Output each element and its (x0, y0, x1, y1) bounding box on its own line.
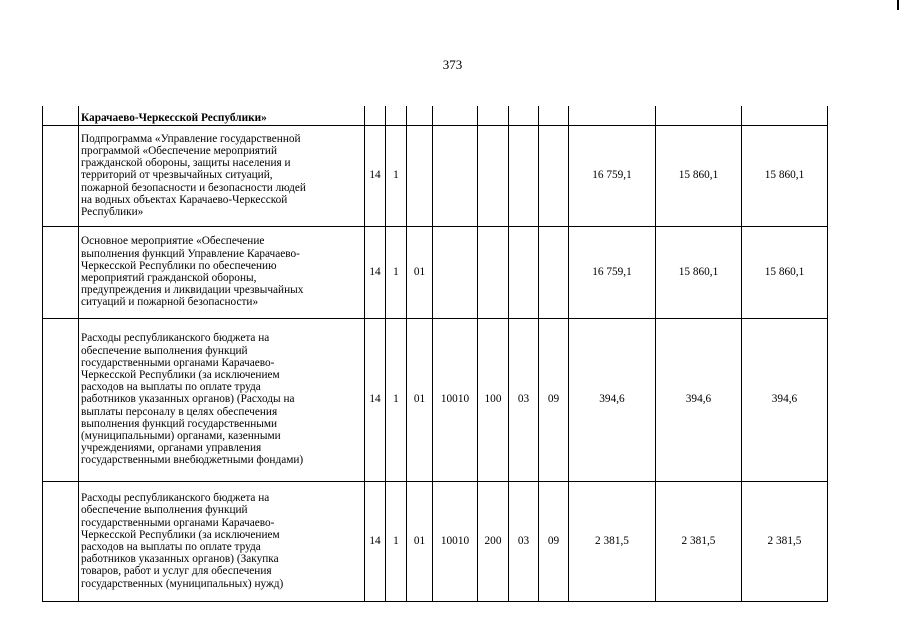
activity-code-cell: 01 (407, 318, 433, 481)
section-code-cell: 03 (509, 318, 539, 481)
activity-code-cell: 01 (407, 226, 433, 318)
page-number: 373 (442, 57, 463, 72)
section-code-cell (509, 226, 539, 318)
subsection-code-cell (539, 106, 569, 125)
amount-year-2-cell: 394,6 (656, 318, 742, 481)
direction-code-cell (433, 226, 478, 318)
program-code-cell: 14 (365, 125, 386, 226)
table-row (43, 226, 828, 318)
expense-type-code-cell (478, 106, 509, 125)
row-name-cell (79, 318, 365, 481)
program-code-cell: 14 (365, 481, 386, 601)
budget-table (42, 106, 828, 602)
row-name-line: территорий от чрезвычайных ситуаций, (81, 169, 273, 182)
row-name-line: Черкесской Республики (за исключением (81, 528, 280, 541)
expense-type-code-cell: 200 (478, 481, 509, 601)
row-name-line: расходов на выплаты по оплате труда (81, 381, 261, 394)
amount-year-1-cell (569, 106, 656, 125)
subsection-code-cell: 09 (539, 481, 569, 601)
row-name-line: государственными органами Карачаево- (81, 516, 275, 529)
row-number-cell (43, 318, 79, 481)
row-name-line: Расходы республиканского бюджета на (81, 492, 270, 505)
subprogram-code-cell: 1 (386, 125, 407, 226)
amount-year-3-cell: 394,6 (742, 318, 828, 481)
row-name-line: Черкесской Республики по обеспечению (81, 259, 277, 272)
row-number-cell (43, 481, 79, 601)
amount-year-3-cell (742, 106, 828, 125)
row-name-line: государственными органами Карачаево- (81, 356, 275, 369)
row-name-line: гражданской обороны, защиты населения и (81, 157, 291, 170)
amount-year-1-cell: 16 759,1 (569, 125, 656, 226)
activity-code-cell (407, 106, 433, 125)
direction-code-cell (433, 106, 478, 125)
amount-year-2-cell: 15 860,1 (656, 226, 742, 318)
row-name-line: обеспечение выполнения функций (81, 504, 248, 517)
row-name-line: учреждениями, органами управления (81, 442, 262, 455)
row-name-line: (муниципальными) органами, казенными (81, 430, 281, 442)
amount-year-2-cell: 15 860,1 (656, 125, 742, 226)
direction-code-cell: 10010 (433, 481, 478, 601)
amount-year-3-cell: 2 381,5 (742, 481, 828, 601)
row-number-cell (43, 125, 79, 226)
row-name-line: Черкесской Республики (за исключением (81, 368, 280, 381)
row-name-line: пожарной безопасности и безопасности людей (81, 181, 306, 194)
subsection-code-cell: 09 (539, 318, 569, 481)
section-code-cell (509, 106, 539, 125)
row-name-line: предупреждения и ликвидации чрезвычайных (81, 284, 304, 297)
table-row (43, 481, 828, 601)
section-code-cell (509, 125, 539, 226)
expense-type-code-cell: 100 (478, 318, 509, 481)
direction-code-cell (433, 125, 478, 226)
row-name-line: обеспечение выполнения функций (81, 344, 248, 357)
row-name-cell (79, 106, 365, 125)
amount-year-1-cell: 2 381,5 (569, 481, 656, 601)
amount-year-3-cell: 15 860,1 (742, 125, 828, 226)
activity-code-cell: 01 (407, 481, 433, 601)
row-name-line: Расходы республиканского бюджета на (81, 332, 270, 345)
direction-code-cell: 10010 (433, 318, 478, 481)
row-name-line: расходов на выплаты по оплате труда (81, 541, 261, 553)
row-name-line: государственными внебюджетными фондами) (81, 454, 304, 467)
subsection-code-cell (539, 125, 569, 226)
subprogram-code-cell: 1 (386, 318, 407, 481)
expense-type-code-cell (478, 226, 509, 318)
row-name-line: на водных объектах Карачаево-Черкесской (81, 193, 288, 206)
row-name-line: Подпрограмма «Управление государственной (81, 132, 301, 145)
program-code-cell (365, 106, 386, 125)
row-name-line: программой «Обеспечение мероприятий (81, 144, 277, 157)
row-name-cell (79, 226, 365, 318)
row-number-cell (43, 226, 79, 318)
amount-year-1-cell: 16 759,1 (569, 226, 656, 318)
row-name-line: мероприятий гражданской обороны, (81, 272, 257, 284)
section-code-cell: 03 (509, 481, 539, 601)
scan-edge-mark (897, 0, 899, 10)
table-row (43, 125, 828, 226)
row-name-line: работников указанных органов) (Расходы на (81, 393, 295, 406)
row-number-cell (43, 106, 79, 125)
row-name-line: товаров, работ и услуг для обеспечения (81, 565, 272, 578)
row-name-line: Основное мероприятие «Обеспечение (81, 235, 265, 248)
table-row (43, 106, 828, 125)
subprogram-code-cell: 1 (386, 481, 407, 601)
row-name-line: государственных (муниципальных) нужд) (81, 577, 284, 590)
row-name-cell (79, 481, 365, 601)
table-row (43, 318, 828, 481)
subprogram-code-cell (386, 106, 407, 125)
expense-type-code-cell (478, 125, 509, 226)
row-name-line: выплаты персоналу в целях обеспечения (81, 405, 278, 418)
row-name-line: Карачаево-Черкесской Республики» (81, 112, 267, 125)
row-name-line: выполнения функций государственными (81, 417, 278, 430)
row-name-cell (79, 125, 365, 226)
row-name-line: Республики» (81, 206, 144, 218)
row-name-line: ситуаций и пожарной безопасности» (81, 296, 259, 309)
row-name-line: выполнения функций Управление Карачаево- (81, 247, 300, 260)
activity-code-cell (407, 125, 433, 226)
subsection-code-cell (539, 226, 569, 318)
program-code-cell: 14 (365, 318, 386, 481)
subprogram-code-cell: 1 (386, 226, 407, 318)
amount-year-2-cell (656, 106, 742, 125)
amount-year-3-cell: 15 860,1 (742, 226, 828, 318)
amount-year-2-cell: 2 381,5 (656, 481, 742, 601)
amount-year-1-cell: 394,6 (569, 318, 656, 481)
program-code-cell: 14 (365, 226, 386, 318)
row-name-line: работников указанных органов) (Закупка (81, 553, 279, 566)
